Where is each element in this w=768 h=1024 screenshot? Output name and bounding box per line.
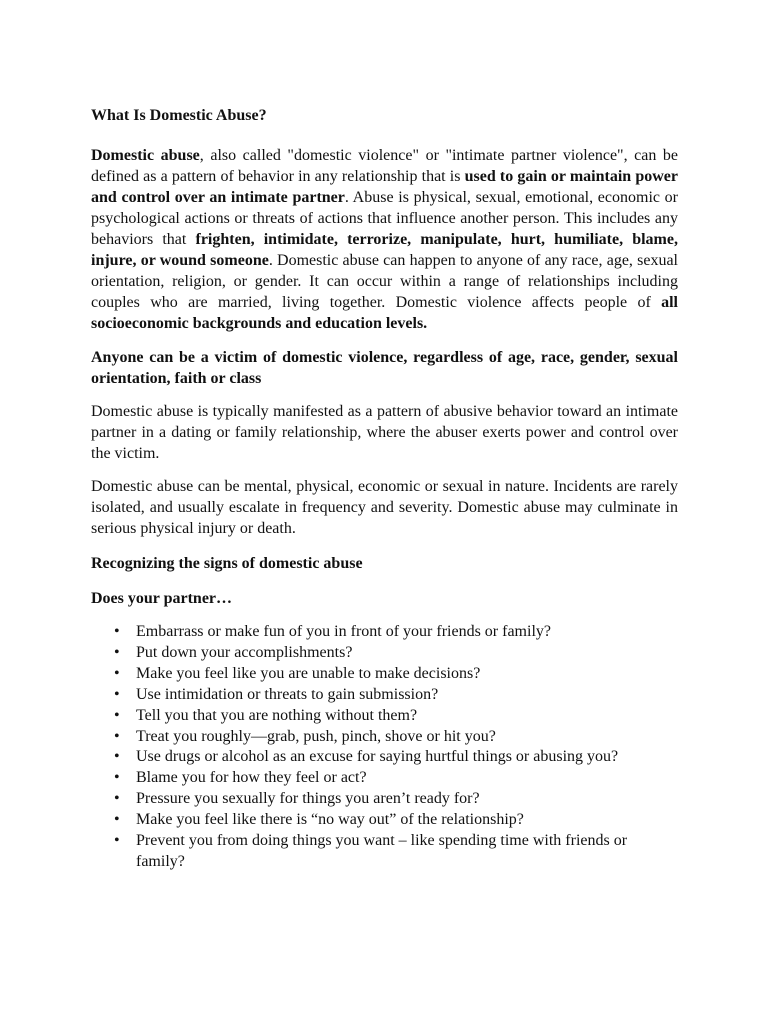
list-item: • Put down your accomplishments? <box>91 643 678 664</box>
intro-bold-term: Domestic abuse <box>91 147 200 164</box>
list-item: • Make you feel like there is “no way out” of the relationship? <box>91 810 678 831</box>
page-title: What Is Domestic Abuse? <box>91 107 267 124</box>
list-item: • Prevent you from doing things you want – like spending time with friends or family? <box>91 831 678 873</box>
document-page <box>91 105 678 873</box>
intro-bold-backgrounds: all socioeconomic backgrounds and education levels. <box>91 294 678 332</box>
list-item: • Treat you roughly—grab, push, pinch, shove or hit you? <box>91 727 678 748</box>
intro-text-3: . Domestic abuse can happen to anyone of any race, age, sexual orientation, religion, or gender. It can occur within a range of relationships including couples who are married, living together. Domestic violence affects people of <box>91 252 678 311</box>
pattern-paragraph: Domestic abuse is typically manifested as a pattern of abusive behavior toward an intimate partner in a dating or family relationship, where the abuser exerts power and control over the victim. <box>91 403 678 462</box>
intro-text-2: . Abuse is physical, sexual, emotional, economic or psychological actions or threats of actions that influence another person. This includes any behaviors that <box>91 189 679 248</box>
intro-paragraph <box>91 145 678 334</box>
list-item: • Tell you that you are nothing without them? <box>91 706 678 727</box>
nature-paragraph: Domestic abuse can be mental, physical, economic or sexual in nature. Incidents are rarely isolated, and usually escalate in frequency and severity. Domestic abuse may culminate in serious physical injury or death. <box>91 478 678 537</box>
list-item: • Embarrass or make fun of you in front of your friends or family? <box>91 622 678 643</box>
list-item: • Make you feel like you are unable to make decisions? <box>91 664 678 685</box>
list-item: • Use intimidation or threats to gain submission? <box>91 685 678 706</box>
intro-text-1: , also called "domestic violence" or "intimate partner violence", can be defined as a pattern of behavior in any relationship that is <box>91 147 678 185</box>
signs-list <box>91 622 678 873</box>
list-item: • Pressure you sexually for things you aren’t ready for? <box>91 789 678 810</box>
list-item: • Use drugs or alcohol as an excuse for saying hurtful things or abusing you? <box>91 747 678 768</box>
list-item: • Blame you for how they feel or act? <box>91 768 678 789</box>
signs-heading: Recognizing the signs of domestic abuse <box>91 555 363 572</box>
partner-heading: Does your partner… <box>91 590 233 607</box>
intro-bold-behaviors: frighten, intimidate, terrorize, manipulate, hurt, humiliate, blame, injure, or wound someone <box>91 231 678 269</box>
victim-statement: Anyone can be a victim of domestic violence, regardless of age, race, gender, sexual orientation, faith or class <box>91 349 678 387</box>
intro-bold-power: used to gain or maintain power and control over an intimate partner <box>91 168 678 206</box>
